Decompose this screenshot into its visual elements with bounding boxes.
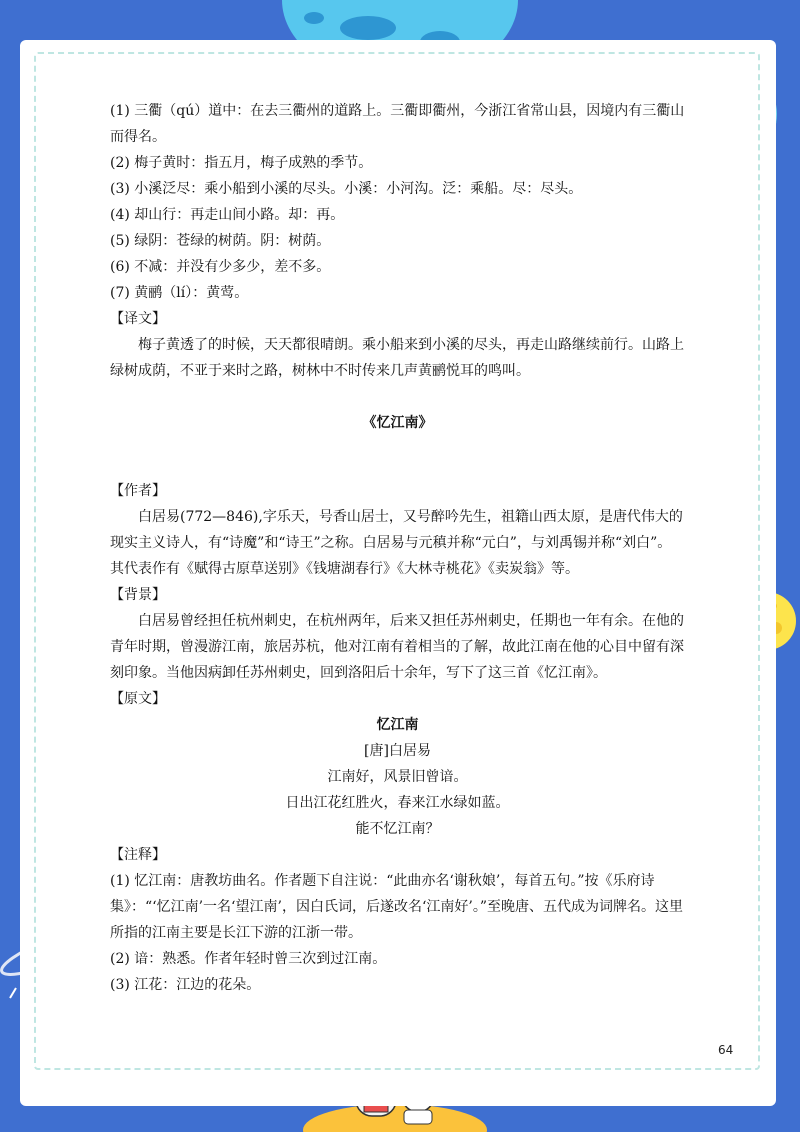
- note-item: (7) 黄鹂（lí）：黄莺。: [110, 285, 249, 301]
- note-item: (5) 绿阴：苍绿的树荫。阴：树荫。: [110, 233, 331, 249]
- note-item: (4) 却山行：再走山间小路。却：再。: [110, 207, 345, 223]
- translation-heading: 【译文】: [110, 311, 166, 327]
- section-title: 《忆江南》: [362, 415, 433, 431]
- spacer: [110, 462, 685, 478]
- poem-author: [唐]白居易: [364, 743, 431, 759]
- author-text: 白居易(772—846),字乐天，号香山居士，又号醉吟先生，祖籍山西太原，是唐代伟大的现实主义诗人，有“诗魔”和“诗王”之称。白居易与元稹并称“元白”，与刘禹锡并称“刘白”。其代表作有《赋得古原草送别》《钱塘湖春行》《大林寺桃花》《卖炭翁》等。: [110, 509, 683, 577]
- spacer: [110, 384, 685, 410]
- note-item: (3) 小溪泛尽：乘小船到小溪的尽头。小溪：小河沟。泛：乘船。尽：尽头。: [110, 181, 583, 197]
- page-number: 64: [718, 1043, 734, 1057]
- note-item: (3) 江花：江边的花朵。: [110, 977, 261, 993]
- document-body: [110, 98, 685, 998]
- poem-title: 忆江南: [376, 717, 419, 733]
- poem-line: 江南好，风景旧曾谙。: [327, 769, 468, 785]
- poem-line: 能不忆江南？: [355, 821, 440, 837]
- poem-line: 日出江花红胜火，春来江水绿如蓝。: [285, 795, 510, 811]
- note-item: (2) 谙：熟悉。作者年轻时曾三次到过江南。: [110, 951, 387, 967]
- note-item: (1) 忆江南：唐教坊曲名。作者题下自注说：“此曲亦名‘谢秋娘’，每首五句。”按《乐府诗集》：“‘忆江南’一名‘望江南’，因白氏词，后遂改名‘江南好’。”至晚唐、五代成为词牌名。这里所指的江南主要是长江下游的江浙一带。: [110, 873, 684, 941]
- note-item: (6) 不减：并没有少多少，差不多。: [110, 259, 331, 275]
- translation-text: 梅子黄透了的时候，天天都很晴朗。乘小船来到小溪的尽头，再走山路继续前行。山路上绿树成荫，不亚于来时之路，树林中不时传来几声黄鹂悦耳的鸣叫。: [110, 337, 684, 379]
- note-item: (1) 三衢（qú）道中：在去三衢州的道路上。三衢即衢州，今浙江省常山县，因境内有三衢山而得名。: [110, 103, 685, 145]
- note-item: (2) 梅子黄时：指五月，梅子成熟的季节。: [110, 155, 373, 171]
- original-heading: 【原文】: [110, 691, 166, 707]
- spacer: [110, 436, 685, 462]
- background-text: 白居易曾经担任杭州刺史，在杭州两年，后来又担任苏州刺史，任期也一年有余。在他的青年时期，曾漫游江南，旅居苏杭，他对江南有着相当的了解，故此江南在他的心目中留有深刻印象。当他因病卸任苏州刺史，回到洛阳后十余年，写下了这三首《忆江南》。: [110, 613, 684, 681]
- background-heading: 【背景】: [110, 587, 166, 603]
- notes-heading: 【注释】: [110, 847, 166, 863]
- author-heading: 【作者】: [110, 483, 166, 499]
